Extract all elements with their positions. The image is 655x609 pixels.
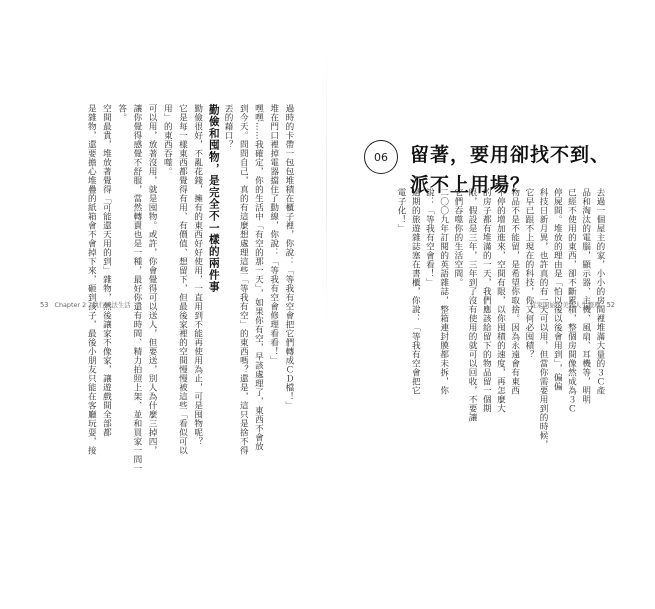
text-column: 電子化！」 xyxy=(396,188,407,233)
text-column: 空間最貴，堆放著覺得「可能還天用的到」雜物，然後讓家不像家，讓遊戲間全部都 xyxy=(101,104,112,437)
text-column: 停屍間。堆放的理由是「怕以後以後會用到」，偏偏 xyxy=(552,188,563,391)
text-column: 是雜物，還要擔心堆疊的紙箱會不會掉下來，砸到孩子，最後小朋友只能在客廳玩耍，接 xyxy=(86,104,97,455)
chapter-number-badge: 06 xyxy=(364,140,398,174)
text-column: 過期的旅遊雜誌塞在書櫃，你說：「等我有空會把它 xyxy=(410,188,421,395)
text-column: 品和淘汰的電腦，顯示器、主機、風扇、耳機等，明明 xyxy=(580,188,591,404)
text-column: 答。 xyxy=(116,104,127,122)
chapter-title-line: 留著，要用卻找不到、 xyxy=(410,144,611,166)
text-column: 可以用，放著沒用，就是囤物。或許，你會覺得可以送人，但要送，別人為什麼三掉四， xyxy=(147,104,158,455)
chapter-title-line: 派不上用場？ xyxy=(410,174,531,196)
text-column: 用」的東西吞噬。 xyxy=(162,104,173,176)
text-column: 嘿嘿……我確定，你的生活中「有空的那一天」，如果你有空，早該處理了，東西不會放 xyxy=(253,104,264,451)
left-footer-chapter: Chapter 2 xyxy=(54,301,87,309)
text-column: 不停的增加進來，空間有限，以你囤積的速度，再怎麼大 xyxy=(495,188,506,413)
text-column: 二〇〇九年訂閱的英語雜誌，整箱連封膜都未拆，你 xyxy=(438,188,449,395)
text-column: 已經不使用的東西，卻不斷累積，整個房間像然成為３Ｃ xyxy=(566,188,577,413)
text-column: 到今天。問問自己，真的有這麼想處理這些「等我有空」的東西嗎？還是，這只是捨不得 xyxy=(238,104,249,455)
left-page-number: 53 xyxy=(40,301,49,309)
right-footer-section: 從家開始的美好人生整理 xyxy=(530,301,601,309)
gutter-shadow xyxy=(326,40,327,330)
text-column: 說：「等我有空會看！」 xyxy=(424,188,435,287)
text-column: 讓你覺得感覺不舒服，當然轉賣也是一種，最好你還有時間、精力拍照上架、並和買家一問一 xyxy=(131,104,142,473)
text-column: 物品不是不能留，是希望你取捨。因為永遠會有東西 xyxy=(509,188,520,395)
text-column: 它們吞噬你的生活空間。 xyxy=(452,188,463,287)
right-page-number: 52 xyxy=(606,301,615,309)
text-column: 去過一個屋主的家，小小的房間裡堆滿大量的３Ｃ產 xyxy=(594,188,605,395)
text-column: 丟的藉口？ xyxy=(223,104,234,149)
section-subheading: 勤儉和囤物，是完全不一樣的兩件事 xyxy=(207,104,220,293)
text-column: 它是每一樣東西都覺得有用、有價值、想留下，但最後家裡的空間慢慢被這些「看似可以 xyxy=(177,104,188,455)
left-footer xyxy=(40,300,131,309)
text-column: 的房子都有堆滿的一天，我們應該給留下的物品留一個期 xyxy=(481,188,492,413)
text-column: 勤儉很好，不亂花錢，擁有的東西好好使用，一直用到不能再使用為止，可是囤物呢？ xyxy=(192,104,203,446)
text-column: 它早已跟不上現在的科技，你又何必囤積？ xyxy=(523,188,534,359)
text-column: 堆在門口裡掉電器擋住了動線，你說：「等我有空會修理看看！」 xyxy=(268,104,279,365)
text-column: 科技日新月異，也許真的有一天可以用，但當你需要用到的時候， xyxy=(538,188,549,449)
left-footer-section: 執行減法生活 xyxy=(92,301,131,309)
text-column: 過時的卡帶一包包堆積在櫃子裡，你說：「等我有空會把它們轉成ＣＤ檔！」 xyxy=(283,104,294,410)
right-footer xyxy=(530,300,615,309)
text-column: 限，假設是三年，三年到了沒有使用的就可以回收，不要讓 xyxy=(467,188,478,422)
